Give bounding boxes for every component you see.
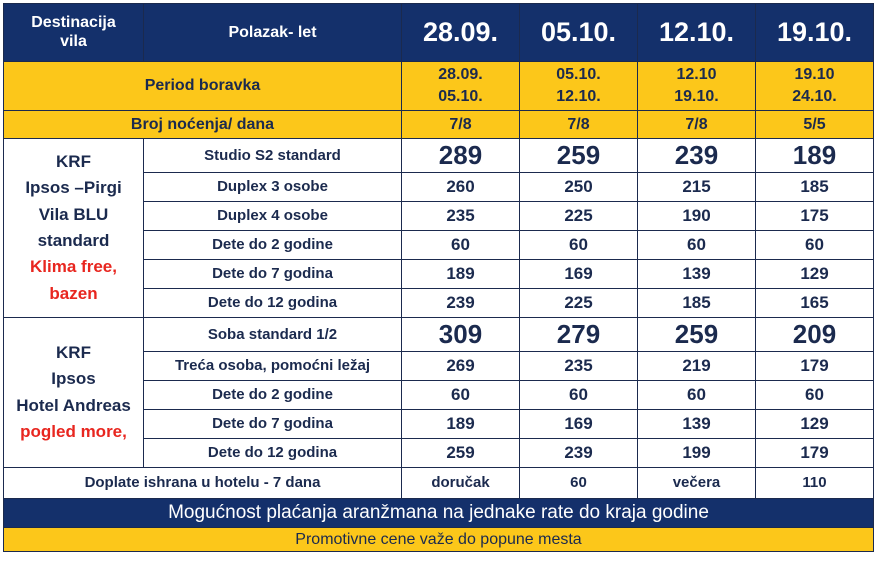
supplement-value: doručak [402,468,520,499]
date-header: 05.10. [520,4,638,62]
price-cell: 60 [638,381,756,410]
price-cell: 259 [520,139,638,173]
price-cell: 235 [402,202,520,231]
price-cell: 235 [520,352,638,381]
installment-banner [4,499,874,528]
period-range: 12.10 19.10. [638,62,756,111]
room-type: Treća osoba, pomoćni ležaj [144,352,402,381]
price-cell: 279 [520,318,638,352]
nights-label: Broj noćenja/ dana [4,111,402,139]
destination-line: Ipsos –Pirgi [25,178,122,198]
price-cell: 169 [520,260,638,289]
price-cell: 190 [638,202,756,231]
destination-header: Destinacija vila [4,4,144,62]
supplement-value: večera [638,468,756,499]
price-cell: 139 [638,410,756,439]
price-cell: 239 [638,139,756,173]
date-header: 12.10. [638,4,756,62]
price-cell: 259 [402,439,520,468]
promo-text: Promotivne cene važe do popune mesta [4,528,874,552]
period-label: Period boravka [4,62,402,111]
price-cell: 179 [756,439,874,468]
price-cell: 225 [520,289,638,318]
table-row [4,318,874,352]
supplement-label: Doplate ishrana u hotelu - 7 dana [4,468,402,499]
price-cell: 239 [520,439,638,468]
destination-cell [4,318,144,468]
date-header: 28.09. [402,4,520,62]
destination-line: standard [37,231,110,250]
price-cell: 215 [638,173,756,202]
price-cell: 269 [402,352,520,381]
price-cell: 169 [520,410,638,439]
price-cell: 219 [638,352,756,381]
room-type: Dete do 7 godina [144,410,402,439]
installment-text: Mogućnost plaćanja aranžmana na jednake rate do kraja godine [4,499,874,528]
period-row [4,62,874,111]
price-cell: 60 [402,231,520,260]
price-cell: 60 [520,381,638,410]
room-type: Soba standard 1/2 [144,318,402,352]
price-cell: 139 [638,260,756,289]
price-cell: 165 [756,289,874,318]
room-type: Dete do 7 godina [144,260,402,289]
destination-note: bazen [49,283,98,303]
price-cell: 175 [756,202,874,231]
room-type: Studio S2 standard [144,139,402,173]
promo-banner [4,528,874,552]
period-range: 28.09. 05.10. [402,62,520,111]
price-cell: 289 [402,139,520,173]
nights-value: 7/8 [520,111,638,139]
nights-value: 7/8 [402,111,520,139]
supplement-value: 60 [520,468,638,499]
price-cell: 199 [638,439,756,468]
price-cell: 60 [402,381,520,410]
supplement-value: 110 [756,468,874,499]
room-type: Dete do 12 godina [144,289,402,318]
price-cell: 189 [402,410,520,439]
table-row [4,139,874,173]
price-cell: 185 [756,173,874,202]
room-type: Dete do 2 godine [144,381,402,410]
price-cell: 239 [402,289,520,318]
price-cell: 60 [756,381,874,410]
price-table [3,3,874,552]
destination-line: Hotel Andreas [16,395,131,415]
price-cell: 60 [638,231,756,260]
period-range: 05.10. 12.10. [520,62,638,111]
departure-header: Polazak- let [144,4,402,62]
price-cell: 189 [756,139,874,173]
price-cell: 260 [402,173,520,202]
price-cell: 185 [638,289,756,318]
destination-note: pogled more, [20,421,127,441]
nights-row [4,111,874,139]
destination-note: Klima free, [30,257,117,277]
destination-line: KRF [56,151,91,171]
price-cell: 60 [756,231,874,260]
room-type: Dete do 12 godina [144,439,402,468]
destination-line: Vila BLU [38,204,109,224]
nights-value: 7/8 [638,111,756,139]
price-cell: 129 [756,410,874,439]
nights-value: 5/5 [756,111,874,139]
price-cell: 250 [520,173,638,202]
price-cell: 60 [520,231,638,260]
destination-line: KRF [56,342,91,362]
supplement-row [4,468,874,499]
destination-line: Ipsos [51,369,96,389]
price-cell: 225 [520,202,638,231]
price-cell: 179 [756,352,874,381]
price-cell: 309 [402,318,520,352]
price-cell: 259 [638,318,756,352]
destination-cell [4,139,144,318]
period-range: 19.10 24.10. [756,62,874,111]
price-cell: 129 [756,260,874,289]
header-row [4,4,874,62]
room-type: Duplex 4 osobe [144,202,402,231]
price-cell: 209 [756,318,874,352]
room-type: Dete do 2 godine [144,231,402,260]
room-type: Duplex 3 osobe [144,173,402,202]
price-cell: 189 [402,260,520,289]
date-header: 19.10. [756,4,874,62]
